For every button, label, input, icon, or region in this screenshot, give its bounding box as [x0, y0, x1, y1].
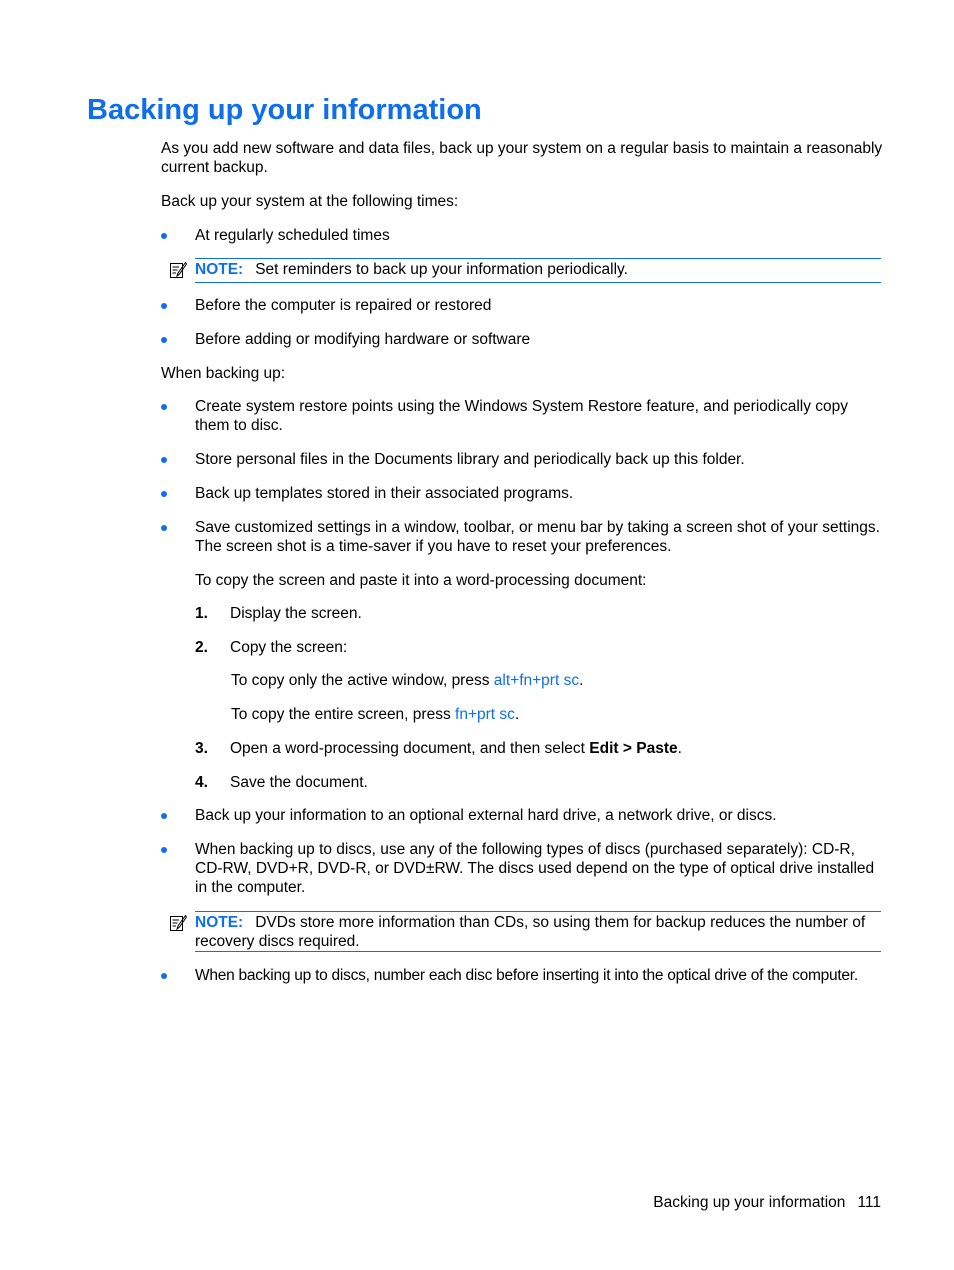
note-text: Set reminders to back up your information periodically. [255, 261, 628, 278]
bullet-icon [161, 457, 167, 463]
when-intro: When backing up: [161, 365, 286, 382]
note-box [195, 911, 881, 952]
times-intro: Back up your system at the following times: [161, 193, 459, 210]
menu-path: Edit > Paste [589, 740, 678, 757]
bullet-icon [161, 404, 167, 410]
key-combo-active-window: alt+fn+prt sc [493, 672, 580, 689]
note-pad-icon [169, 914, 187, 932]
key-combo-entire-screen: fn+prt sc [455, 706, 515, 723]
note-text: DVDs store more information than CDs, so using them for backup reduces the number of recovery discs required. [195, 914, 866, 950]
bullet-icon [161, 337, 167, 343]
bullet-icon [161, 525, 167, 531]
list-item: Before adding or modifying hardware or software [161, 330, 881, 349]
list-item: Back up templates stored in their associated programs. [161, 484, 881, 503]
bullet-icon [161, 303, 167, 309]
step-2: 2. Copy the screen: [195, 639, 348, 656]
note-label: NOTE: [195, 261, 244, 278]
list-item: Create system restore points using the Windows System Restore feature, and periodically copy them to disc. [161, 397, 881, 435]
footer-section: Backing up your information [653, 1194, 846, 1211]
bullet-icon [161, 813, 167, 819]
bullet-icon [161, 847, 167, 853]
step-2-active-window: To copy only the active window, press alt+fn+prt sc. [231, 672, 584, 689]
copy-intro: To copy the screen and paste it into a word-processing document: [195, 572, 647, 589]
page-number: 111 [857, 1194, 881, 1211]
bullet-icon [161, 973, 167, 979]
list-item: Before the computer is repaired or restored [161, 296, 881, 315]
intro-paragraph: As you add new software and data files, back up your system on a regular basis to maintain a reasonably current backup. [161, 140, 883, 176]
note-pad-icon [169, 261, 187, 279]
step-1: 1. Display the screen. [195, 605, 362, 622]
page-footer [653, 1193, 881, 1212]
list-item: Back up your information to an optional external hard drive, a network drive, or discs. [161, 806, 881, 825]
list-item: Save customized settings in a window, toolbar, or menu bar by taking a screen shot of your settings. The screen shot is a time-saver if you have to reset your preferences. [161, 518, 881, 556]
step-2-entire-screen: To copy the entire screen, press fn+prt sc. [231, 706, 520, 723]
list-item: At regularly scheduled times [161, 226, 881, 245]
list-item: When backing up to discs, number each disc before inserting it into the optical drive of the computer. [161, 966, 881, 985]
bullet-icon [161, 233, 167, 239]
list-item: When backing up to discs, use any of the following types of discs (purchased separately): CD-R, CD-RW, DVD+R, DVD-R, or DVD±RW. The discs used depend on the type of optical drive installed in the computer. [161, 840, 881, 897]
note-label: NOTE: [195, 914, 244, 931]
step-4: 4. Save the document. [195, 774, 368, 791]
step-3: 3. Open a word-processing document, and then select Edit > Paste. [195, 740, 682, 757]
list-item: Store personal files in the Documents library and periodically back up this folder. [161, 450, 881, 469]
page-title: Backing up your information [87, 94, 482, 126]
bullet-icon [161, 491, 167, 497]
note-box [195, 258, 881, 283]
